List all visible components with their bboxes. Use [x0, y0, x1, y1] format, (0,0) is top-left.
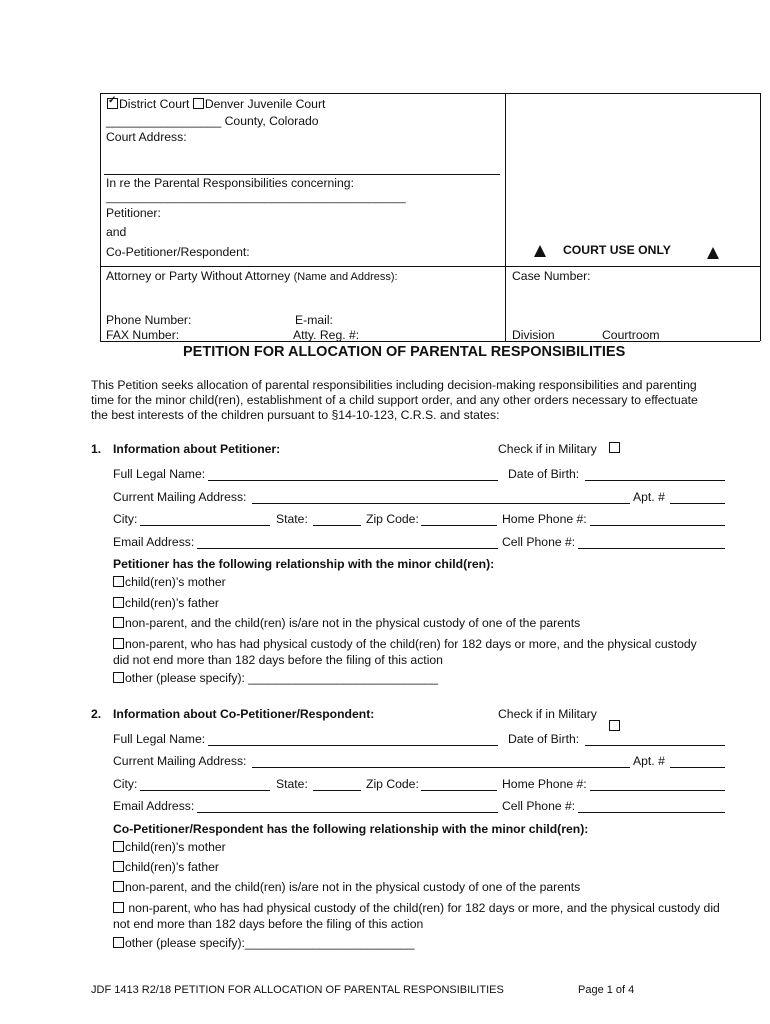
district-court-label: District Court — [119, 97, 190, 111]
home-phone-field[interactable] — [590, 525, 725, 526]
attorney-sub-label: (Name and Address): — [293, 271, 398, 283]
state-label: State: — [276, 777, 308, 791]
apt-field[interactable] — [670, 767, 725, 768]
cell-field[interactable] — [578, 548, 725, 549]
juvenile-court-label: Denver Juvenile Court — [204, 97, 326, 111]
division-label: Division — [512, 328, 555, 342]
relationship-option — [113, 880, 580, 894]
apt-field[interactable] — [670, 503, 725, 504]
relationship-option — [113, 596, 219, 610]
relationship-option — [113, 671, 438, 685]
email-label: Email Address: — [113, 799, 195, 813]
option-label: non-parent, and the child(ren) is/are not in the physical custody of one of the parents — [125, 616, 581, 630]
relationship-heading: Petitioner has the following relationship with the minor child(ren): — [113, 557, 495, 571]
option-label: other (please specify): ____________________________ — [125, 671, 439, 685]
option-label-continued: did not end more than 182 days before the filing of this action — [113, 653, 443, 667]
in-re-label: In re the Parental Responsibilities concerning: — [106, 176, 354, 190]
zip-field[interactable] — [421, 525, 497, 526]
county-line[interactable]: _________________ County, Colorado — [106, 114, 319, 128]
option-label: other (please specify):_________________________ — [125, 936, 415, 950]
mailing-field[interactable] — [252, 767, 630, 768]
full-name-field[interactable] — [208, 480, 498, 481]
mother-checkbox[interactable] — [113, 841, 124, 852]
zip-field[interactable] — [421, 790, 497, 791]
zip-label: Zip Code: — [366, 777, 419, 791]
option-label: non-parent, who has had physical custody of the child(ren) for 182 days or more, and the physical custody did — [125, 901, 720, 915]
district-court-checkbox[interactable] — [107, 98, 118, 109]
court-selector — [107, 97, 325, 111]
state-field[interactable] — [313, 790, 361, 791]
military-checkbox[interactable] — [609, 720, 620, 731]
cell-label: Cell Phone #: — [502, 799, 576, 813]
intro-line-2: time for the minor child(ren), establishment of a child support order, and any other orders necessary to effectuate — [91, 393, 698, 407]
case-number-label[interactable]: Case Number: — [512, 269, 591, 283]
state-field[interactable] — [313, 525, 361, 526]
court-use-only-label: COURT USE ONLY — [563, 243, 671, 257]
email-field[interactable] — [197, 548, 498, 549]
in-re-blank[interactable]: _________________________________________________ — [106, 192, 406, 204]
option-label: child(ren)’s mother — [125, 575, 226, 589]
non-parent-custody-checkbox[interactable] — [113, 902, 124, 913]
and-label: and — [106, 225, 127, 239]
court-address-label: Court Address: — [106, 130, 187, 144]
home-phone-field[interactable] — [590, 790, 725, 791]
non-parent-custody-checkbox[interactable] — [113, 638, 124, 649]
option-label: non-parent, and the child(ren) is/are not in the physical custody of one of the parents — [125, 880, 581, 894]
footer-form-id: JDF 1413 R2/18 PETITION FOR ALLOCATION OF PARENTAL RESPONSIBILITIES — [91, 984, 504, 996]
section-heading: Information about Petitioner: — [113, 442, 281, 456]
section-heading: Information about Co-Petitioner/Respondent: — [113, 707, 375, 721]
attorney-label-text: Attorney or Party Without Attorney — [106, 269, 291, 283]
juvenile-court-checkbox[interactable] — [193, 98, 204, 109]
home-phone-label: Home Phone #: — [502, 777, 587, 791]
full-name-field[interactable] — [208, 745, 498, 746]
attorney-label — [106, 269, 398, 283]
footer-page-number: Page 1 of 4 — [578, 984, 635, 996]
email-label: E-mail: — [295, 313, 333, 327]
email-field[interactable] — [197, 812, 498, 813]
relationship-option — [113, 936, 414, 950]
city-label: City: — [113, 512, 138, 526]
city-field[interactable] — [140, 790, 270, 791]
dob-field[interactable] — [585, 745, 725, 746]
relationship-option — [113, 575, 226, 589]
home-phone-label: Home Phone #: — [502, 512, 587, 526]
apt-label: Apt. # — [633, 754, 665, 768]
military-label: Check if in Military — [498, 442, 597, 456]
option-label: child(ren)’s father — [125, 860, 219, 874]
military-checkbox[interactable] — [609, 442, 620, 453]
up-arrow-icon — [534, 245, 546, 257]
full-name-label: Full Legal Name: — [113, 732, 206, 746]
city-label: City: — [113, 777, 138, 791]
relationship-option — [113, 616, 580, 630]
option-label-continued: not end more than 182 days before the filing of this action — [113, 917, 424, 931]
dob-label: Date of Birth: — [508, 467, 580, 481]
mailing-label: Current Mailing Address: — [113, 490, 247, 504]
military-label: Check if in Military — [498, 707, 597, 721]
full-name-label: Full Legal Name: — [113, 467, 206, 481]
section-number: 1. — [91, 442, 102, 456]
mailing-label: Current Mailing Address: — [113, 754, 247, 768]
section-number: 2. — [91, 707, 102, 721]
apt-label: Apt. # — [633, 490, 665, 504]
courtroom-label: Courtroom — [602, 328, 660, 342]
non-parent-checkbox[interactable] — [113, 617, 124, 628]
option-label: child(ren)’s mother — [125, 840, 226, 854]
father-checkbox[interactable] — [113, 861, 124, 872]
other-checkbox[interactable] — [113, 672, 124, 683]
other-checkbox[interactable] — [113, 937, 124, 948]
relationship-option — [113, 860, 219, 874]
mother-checkbox[interactable] — [113, 576, 124, 587]
relationship-option — [113, 840, 226, 854]
intro-line-1: This Petition seeks allocation of parental responsibilities including decision-making responsibilities and parenting — [91, 378, 697, 392]
relationship-heading: Co-Petitioner/Respondent has the following relationship with the minor child(ren): — [113, 822, 589, 836]
atty-reg-label: Atty. Reg. #: — [293, 328, 360, 342]
mailing-field[interactable] — [252, 503, 630, 504]
co-petitioner-label: Co-Petitioner/Respondent: — [106, 245, 250, 259]
dob-field[interactable] — [585, 480, 725, 481]
zip-label: Zip Code: — [366, 512, 419, 526]
city-field[interactable] — [140, 525, 270, 526]
option-label: non-parent, who has had physical custody of the child(ren) for 182 days or more, and the physical custody — [125, 637, 697, 651]
dob-label: Date of Birth: — [508, 732, 580, 746]
petitioner-label: Petitioner: — [106, 206, 161, 220]
non-parent-checkbox[interactable] — [113, 881, 124, 892]
page-title: PETITION FOR ALLOCATION OF PARENTAL RESPONSIBILITIES — [183, 344, 626, 360]
email-label: Email Address: — [113, 535, 195, 549]
fax-label: FAX Number: — [106, 328, 180, 342]
up-arrow-icon — [707, 247, 719, 259]
relationship-option — [113, 901, 720, 915]
cell-field[interactable] — [578, 812, 725, 813]
phone-label: Phone Number: — [106, 313, 192, 327]
option-label: child(ren)’s father — [125, 596, 219, 610]
state-label: State: — [276, 512, 308, 526]
relationship-option — [113, 637, 697, 651]
father-checkbox[interactable] — [113, 597, 124, 608]
intro-line-3: the best interests of the children pursuant to §14-10-123, C.R.S. and states: — [91, 408, 500, 422]
cell-label: Cell Phone #: — [502, 535, 576, 549]
